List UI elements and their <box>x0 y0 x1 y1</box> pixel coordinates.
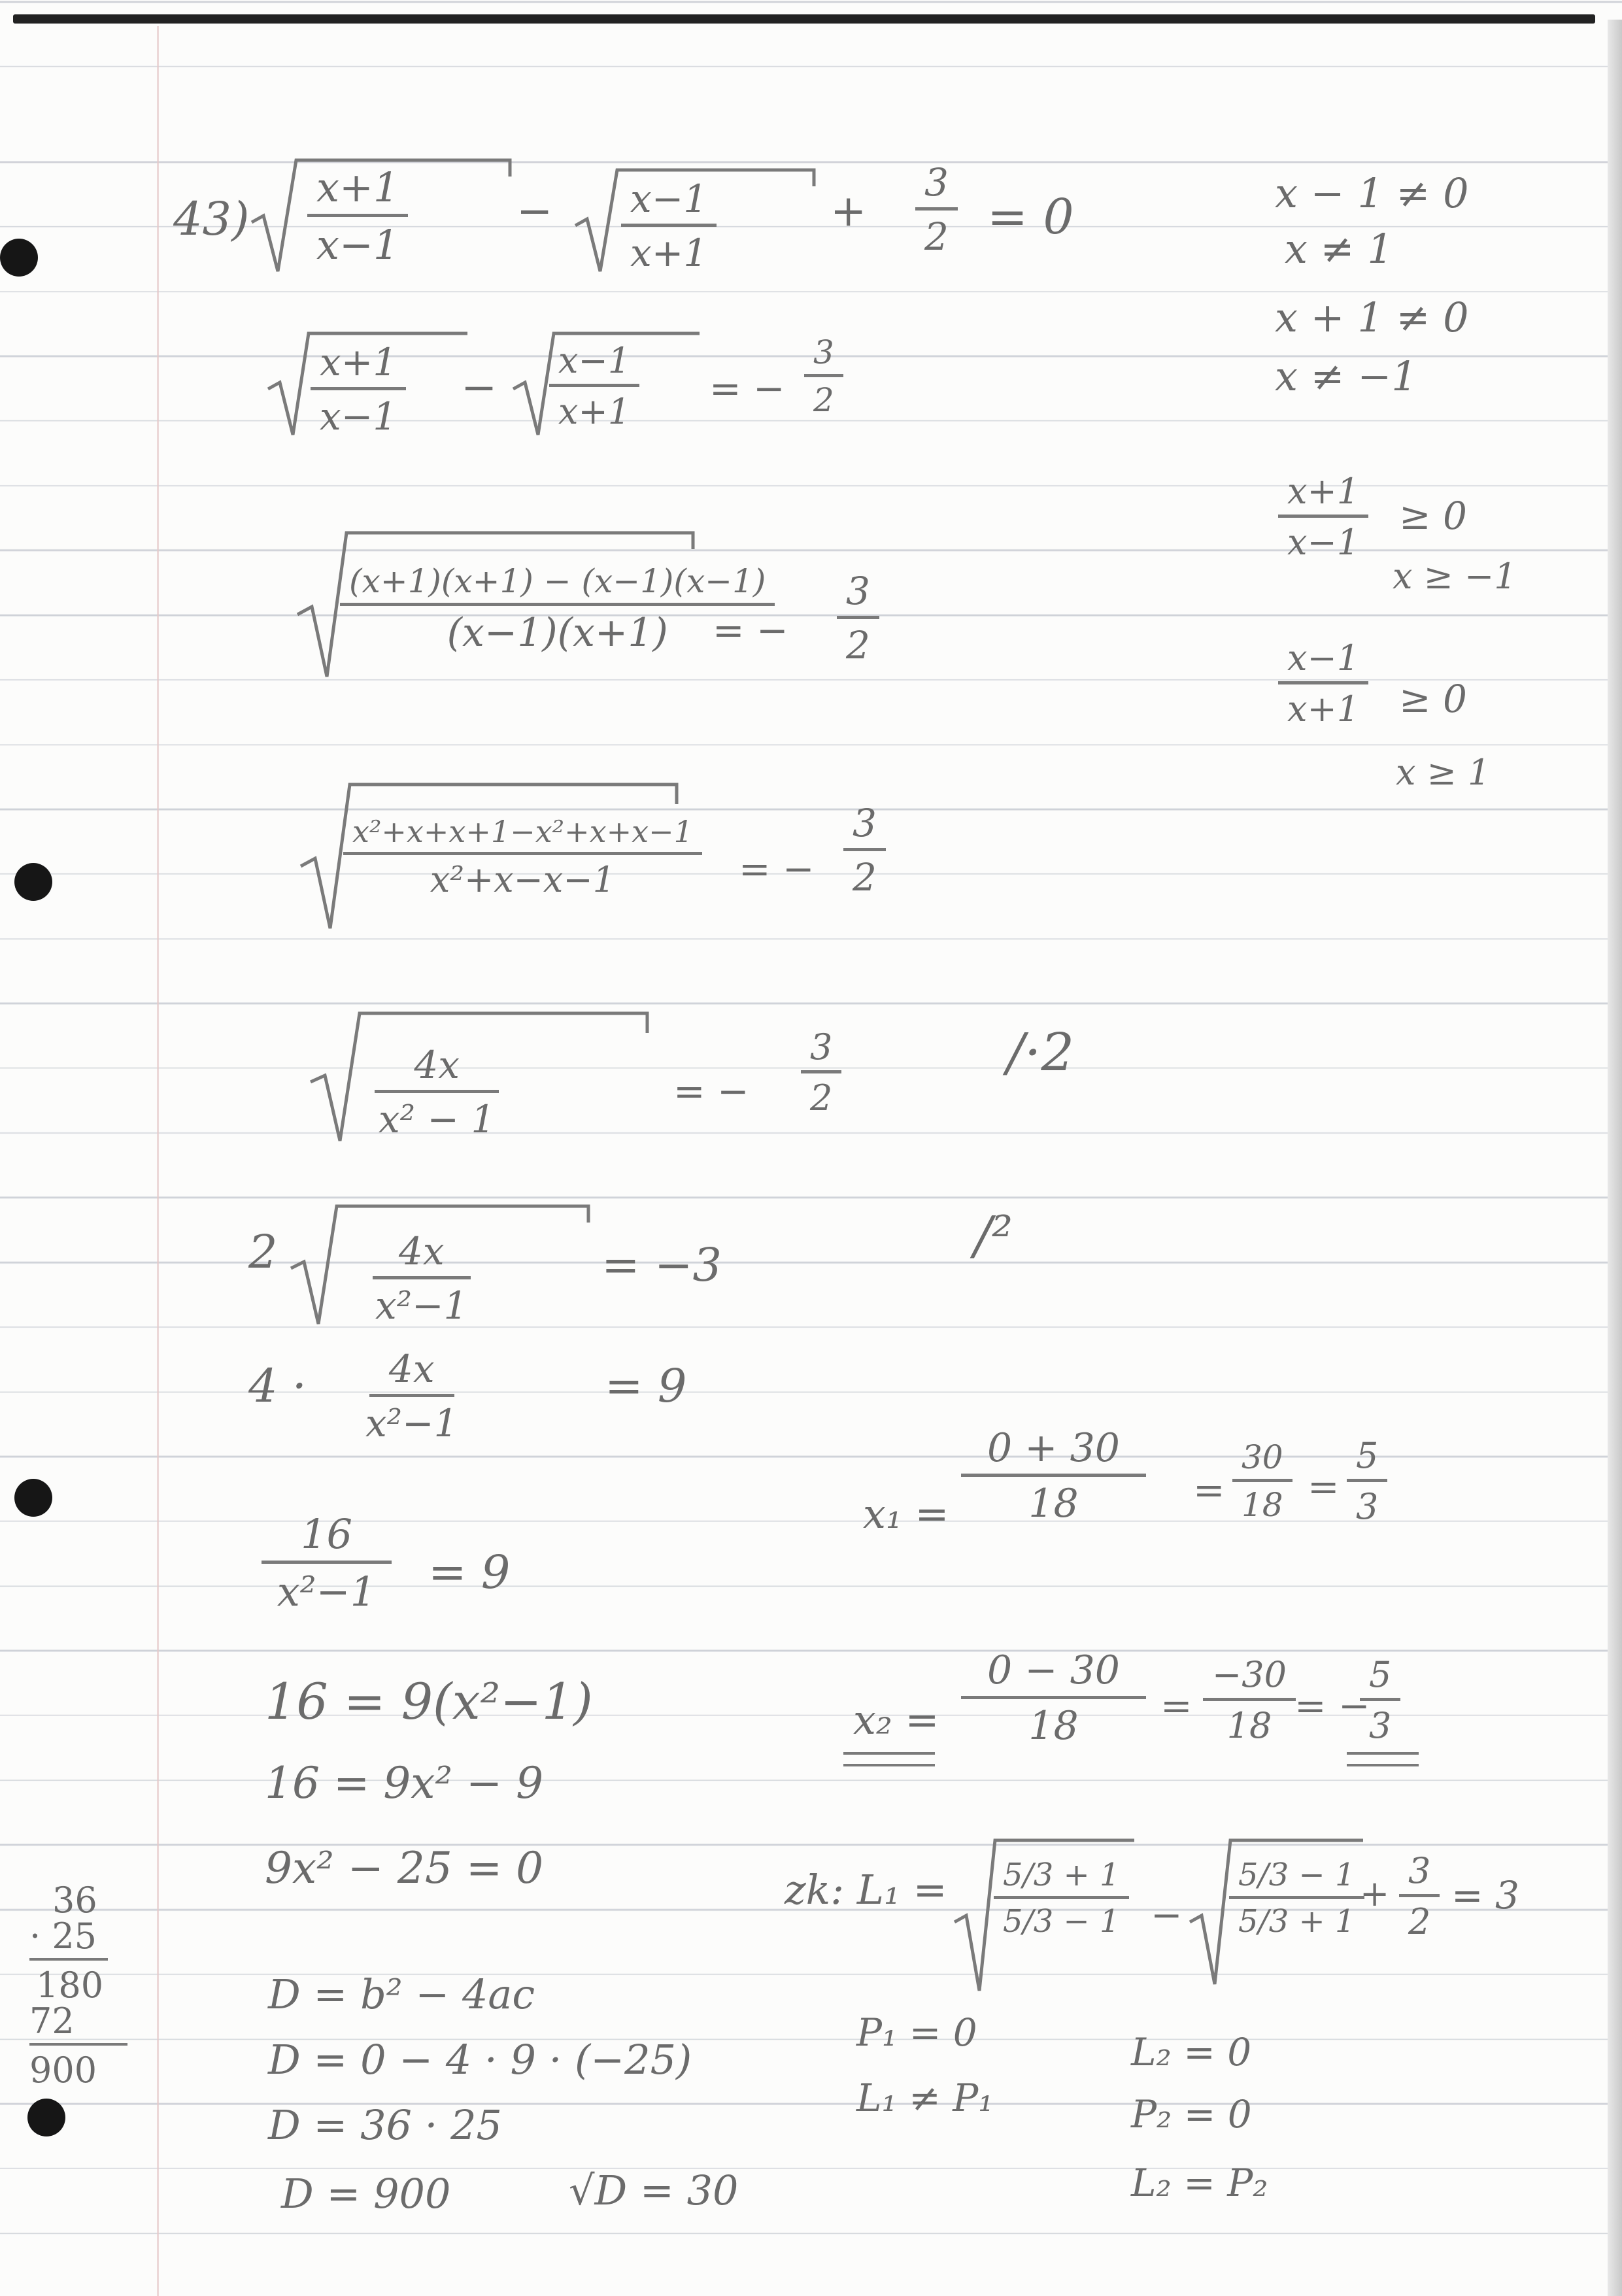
numerator: −30 <box>1203 1654 1296 1701</box>
numerator: x+1 <box>1278 471 1368 518</box>
x1-equals: = <box>1193 1468 1225 1512</box>
step7-fraction <box>356 1347 467 1445</box>
numerator: 3 <box>801 1026 841 1073</box>
x1-result <box>1347 1435 1387 1527</box>
check-fraction-3 <box>1399 1850 1440 1942</box>
x2-fraction-2 <box>1203 1654 1296 1746</box>
denominator: 3 <box>1356 1486 1379 1527</box>
numerator: 3 <box>837 569 879 619</box>
discriminant-value: D = 900 <box>281 2170 451 2218</box>
numerator: 30 <box>1232 1438 1293 1482</box>
denominator: x+1 <box>558 391 631 432</box>
operator-minus: − <box>516 186 553 236</box>
denominator: x+1 <box>1287 688 1360 730</box>
equals-zero: = 0 <box>987 189 1074 245</box>
step4-rhs-fraction <box>843 801 886 900</box>
numerator: 4x <box>375 1043 499 1093</box>
numerator: x+1 <box>311 340 406 390</box>
punch-hole-2 <box>14 863 52 901</box>
step2-rhs-sign: = − <box>709 366 785 411</box>
numerator: 4x <box>369 1347 454 1397</box>
denominator: x²−1 <box>375 1283 468 1328</box>
numerator: 3 <box>843 801 886 851</box>
condition-6: x ≥ −1 <box>1393 556 1517 597</box>
x2-equals: = <box>1160 1683 1192 1728</box>
punch-hole-4 <box>27 2099 65 2136</box>
step7-rhs: = 9 <box>605 1359 687 1413</box>
numerator: 16 <box>262 1510 392 1564</box>
check-fraction-1 <box>994 1857 1129 1940</box>
sqrt-discriminant: √D = 30 <box>569 2167 739 2214</box>
step4-fraction <box>343 814 702 900</box>
check-label: zk: L₁ = <box>785 1866 947 1914</box>
denominator: x²−1 <box>365 1401 458 1445</box>
step3-rhs-sign: = − <box>713 608 788 652</box>
side-calc-d: 72 <box>29 2001 75 2042</box>
condition-5-fraction <box>1278 471 1368 563</box>
x2-result-underline <box>1347 1752 1419 1766</box>
side-calc-c: 180 <box>36 1965 104 2006</box>
discriminant-product: D = 36 · 25 <box>268 2101 502 2149</box>
numerator: 5 <box>1360 1654 1400 1701</box>
numerator: 5 <box>1347 1435 1387 1482</box>
step8-fraction <box>262 1510 392 1615</box>
numerator: 3 <box>1399 1850 1440 1897</box>
numerator: x−1 <box>549 340 639 387</box>
denominator: 2 <box>1408 1901 1431 1942</box>
denominator: x+1 <box>630 231 708 275</box>
x2-double-underline <box>843 1752 935 1766</box>
step5-rhs-sign: = − <box>673 1069 749 1113</box>
step6-fraction <box>366 1229 477 1328</box>
denominator: 2 <box>853 855 877 900</box>
side-calc-line-2 <box>29 2043 127 2046</box>
denominator: 2 <box>810 1077 833 1119</box>
numerator: 5/3 − 1 <box>1229 1857 1364 1899</box>
check-l2: L₂ = 0 <box>1131 2030 1252 2074</box>
numerator: 0 + 30 <box>961 1425 1146 1477</box>
denominator: x² − 1 <box>379 1097 496 1141</box>
denominator: x−1 <box>320 394 397 439</box>
check-fraction-2 <box>1229 1857 1364 1940</box>
denominator: x²−1 <box>277 1568 377 1615</box>
step11: 9x² − 25 = 0 <box>265 1843 544 1893</box>
denominator: (x−1)(x+1) <box>447 610 668 656</box>
denominator: 2 <box>846 623 870 667</box>
step5-fraction <box>369 1043 504 1141</box>
denominator: 2 <box>813 381 834 419</box>
side-calc-b: · 25 <box>29 1916 97 1957</box>
denominator: 18 <box>1028 1481 1079 1527</box>
step2-minus: − <box>461 362 498 413</box>
condition-5-relation: ≥ 0 <box>1399 494 1467 538</box>
step3-fraction <box>340 562 775 656</box>
check-l2-eq-p2: L₂ = P₂ <box>1131 2161 1268 2205</box>
operator-plus: + <box>830 186 867 236</box>
check-plus: + <box>1360 1873 1390 1914</box>
check-l1-neq-p1: L₁ ≠ P₁ <box>856 2076 994 2120</box>
problem-fraction <box>915 160 958 259</box>
step10: 16 = 9x² − 9 <box>265 1758 544 1808</box>
numerator: (x+1)(x+1) − (x−1)(x−1) <box>340 562 775 606</box>
denominator: x−1 <box>316 221 399 269</box>
denominator: 18 <box>1028 1703 1079 1749</box>
condition-4: x ≠ −1 <box>1275 352 1417 400</box>
page-top-edge <box>13 14 1595 24</box>
numerator: 0 − 30 <box>961 1647 1146 1699</box>
numerator: 5/3 + 1 <box>994 1857 1129 1899</box>
x1-fraction-2 <box>1232 1438 1293 1524</box>
step3-rhs-fraction <box>837 569 879 667</box>
punch-hole-3 <box>14 1479 52 1517</box>
check-p2: P₂ = 0 <box>1131 2092 1252 2136</box>
step9: 16 = 9(x²−1) <box>265 1672 593 1730</box>
x2-result <box>1360 1654 1400 1746</box>
denominator: 18 <box>1242 1486 1283 1524</box>
condition-3: x + 1 ≠ 0 <box>1275 294 1469 341</box>
punch-hole-1 <box>0 239 38 277</box>
x2-label: x₂ = <box>853 1696 939 1744</box>
condition-2: x ≠ 1 <box>1285 225 1393 273</box>
side-calc-line-1 <box>29 1958 108 1961</box>
problem-number: 43) <box>173 192 250 246</box>
step2-rhs-fraction <box>804 333 843 419</box>
step2-fraction-1 <box>311 340 406 439</box>
condition-7-fraction <box>1278 637 1368 730</box>
numerator: x²+x+x+1−x²+x+x−1 <box>343 814 702 855</box>
denominator: 2 <box>924 214 949 259</box>
denominator: x²+x−x−1 <box>430 859 615 900</box>
condition-1: x − 1 ≠ 0 <box>1275 169 1469 217</box>
check-result: = 3 <box>1451 1873 1519 1917</box>
numerator: x−1 <box>1278 637 1368 684</box>
discriminant-substitution: D = 0 − 4 · 9 · (−25) <box>268 2036 692 2084</box>
numerator: 4x <box>373 1229 471 1279</box>
numerator: 3 <box>915 160 958 211</box>
x2-equals-2: = − <box>1294 1683 1370 1728</box>
numerator: 3 <box>804 333 843 377</box>
denominator: 3 <box>1369 1705 1392 1746</box>
denominator: 18 <box>1226 1705 1272 1746</box>
step6-rhs: = −3 <box>601 1238 722 1292</box>
check-p1: P₁ = 0 <box>856 2010 977 2055</box>
numerator: x−1 <box>621 177 717 227</box>
check-minus: − <box>1151 1893 1183 1937</box>
x1-label: x₁ = <box>863 1490 949 1538</box>
condition-8: x ≥ 1 <box>1396 752 1491 793</box>
step8-rhs: = 9 <box>428 1545 511 1599</box>
discriminant-formula: D = b² − 4ac <box>268 1970 535 2018</box>
step7-coefficient: 4 · <box>248 1359 307 1413</box>
denominator: 5/3 + 1 <box>1238 1903 1355 1940</box>
x2-fraction <box>961 1647 1146 1749</box>
denominator: x−1 <box>1287 522 1360 563</box>
numerator: x+1 <box>307 163 408 217</box>
x1-equals-2: = <box>1308 1464 1340 1509</box>
side-calc-a: 36 <box>52 1880 97 1921</box>
page-right-edge <box>1608 20 1622 2296</box>
step6-coefficient: 2 <box>248 1225 278 1279</box>
condition-7-relation: ≥ 0 <box>1399 677 1467 721</box>
sqrt-1-fraction <box>307 163 408 269</box>
sqrt-2-fraction <box>621 177 717 275</box>
side-calc-result: 900 <box>29 2050 97 2091</box>
step4-rhs-sign: = − <box>739 847 815 891</box>
denominator: 5/3 − 1 <box>1003 1903 1120 1940</box>
step5-rhs-fraction <box>801 1026 841 1119</box>
x1-fraction <box>961 1425 1146 1527</box>
margin-line <box>157 26 159 2296</box>
step5-operation: /·2 <box>1007 1022 1075 1083</box>
step2-fraction-2 <box>549 340 639 432</box>
step6-operation: /² <box>974 1205 1013 1266</box>
